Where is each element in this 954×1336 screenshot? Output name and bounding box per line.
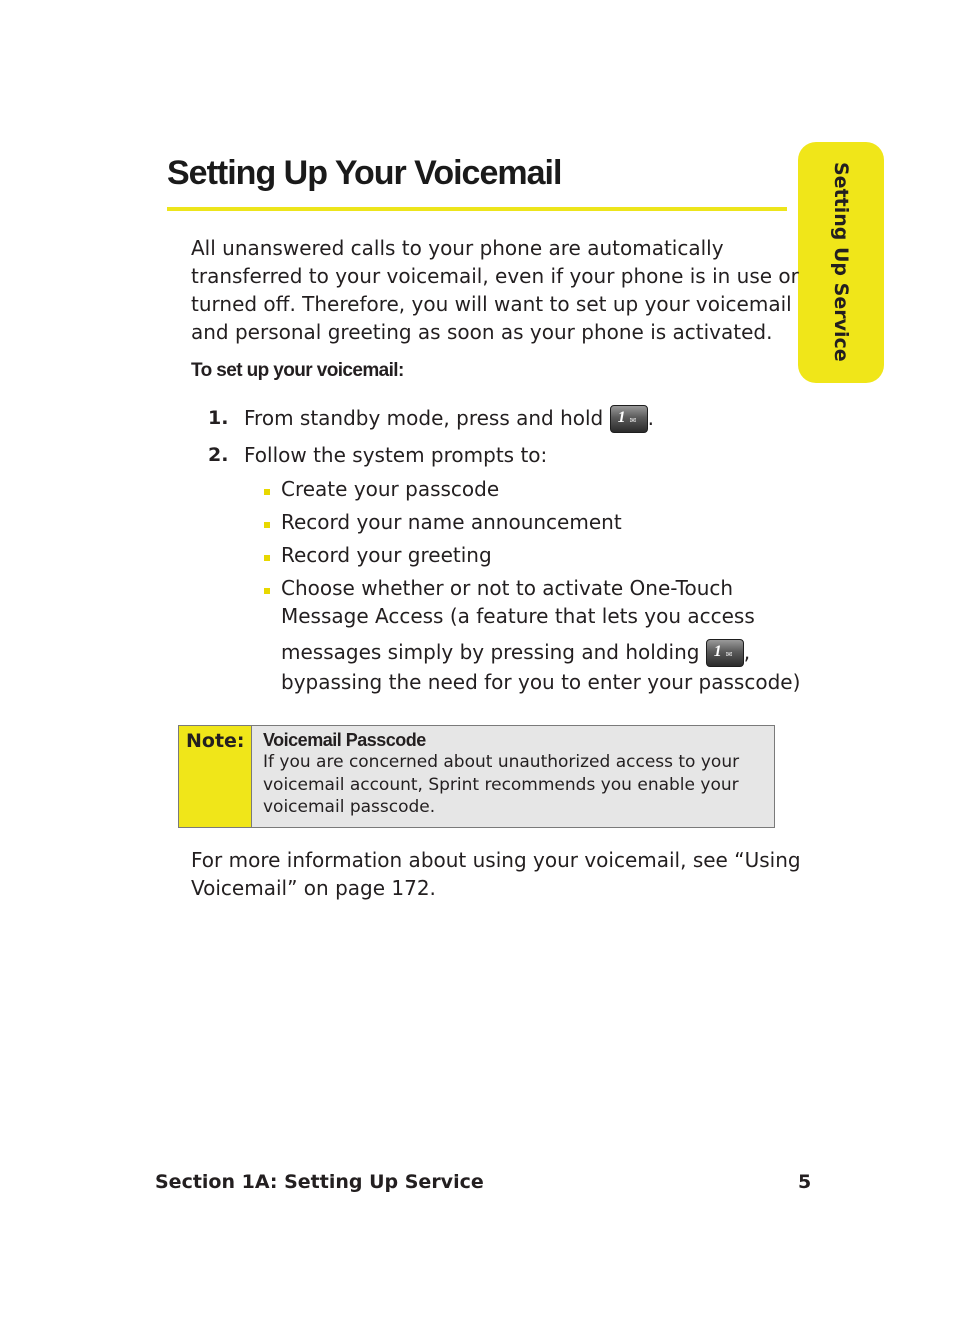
- intro-line: All unanswered calls to your phone are automatically: [191, 236, 724, 260]
- step-1-text: [244, 404, 654, 433]
- intro-paragraph: [191, 234, 799, 346]
- title-underline: [167, 207, 787, 211]
- more-info-line: For more information about using your voicemail, see “Using: [191, 848, 801, 872]
- list-item-line: Message Access (a feature that lets you access: [281, 604, 755, 628]
- note-line: voicemail account, Sprint recommends you enable your: [263, 774, 739, 795]
- note-line: If you are concerned about unauthorized access to your: [263, 752, 740, 772]
- note-label: Note:: [186, 730, 245, 752]
- list-item: Record your greeting: [281, 543, 492, 567]
- list-item-line: Choose whether or not to activate One-Touch: [281, 576, 734, 600]
- list-item: Create your passcode: [281, 477, 500, 501]
- more-info-paragraph: [191, 846, 801, 902]
- page-number: 5: [798, 1171, 812, 1193]
- step-number: 1.: [208, 407, 229, 429]
- step-2-text: Follow the system prompts to:: [244, 443, 548, 467]
- step-1-label: From standby mode, press and hold: [244, 406, 604, 430]
- note-heading: Voicemail Passcode: [263, 730, 426, 750]
- voicemail-key-1-icon: 1 ✉: [610, 405, 648, 433]
- note-box: [178, 725, 775, 828]
- list-item-line: [281, 638, 750, 667]
- list-item-comma: ,: [743, 640, 751, 664]
- intro-line: turned off. Therefore, you will want to set up your voicemail: [191, 292, 792, 316]
- note-text: [263, 751, 739, 819]
- bullet-marker: [264, 555, 270, 561]
- list-item-line: bypassing the need for you to enter your passcode): [281, 670, 801, 694]
- footer-section: Section 1A: Setting Up Service: [155, 1171, 484, 1193]
- bullet-marker: [264, 522, 270, 528]
- more-info-line: Voicemail” on page 172.: [191, 876, 436, 900]
- list-item-text: messages simply by pressing and holding: [281, 640, 700, 664]
- note-label-cell: [179, 726, 252, 827]
- voicemail-key-1-icon: 1 ✉: [706, 639, 744, 667]
- instructions-heading: To set up your voicemail:: [191, 360, 404, 381]
- step-1-period: .: [647, 406, 654, 430]
- page-title: Setting Up Your Voicemail: [167, 154, 562, 192]
- bullet-marker: [264, 489, 270, 495]
- side-tab-label: Setting Up Service: [830, 162, 852, 362]
- list-item: Record your name announcement: [281, 510, 622, 534]
- bullet-marker: [264, 588, 270, 594]
- step-number: 2.: [208, 444, 229, 466]
- section-side-tab: [798, 142, 884, 383]
- intro-line: transferred to your voicemail, even if your phone is in use or: [191, 264, 799, 288]
- note-line: voicemail passcode.: [263, 797, 436, 817]
- intro-line: and personal greeting as soon as your phone is activated.: [191, 320, 773, 344]
